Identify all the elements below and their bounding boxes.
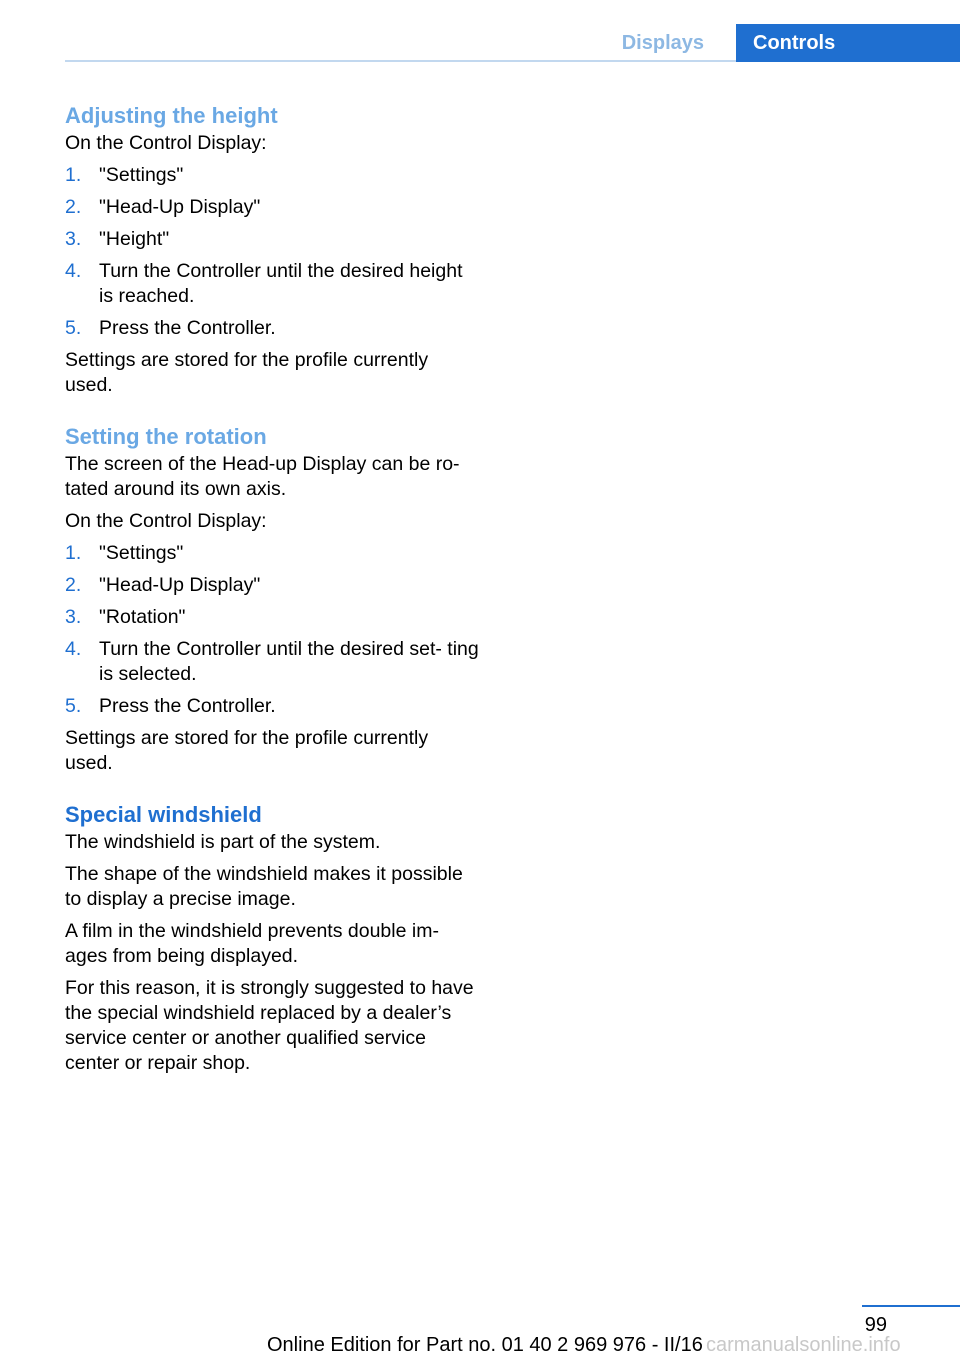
list-item <box>65 637 481 687</box>
list-item <box>65 316 481 341</box>
step-text: "Settings" <box>99 542 184 564</box>
page-number: 99 <box>864 1314 887 1336</box>
list-item <box>65 605 481 630</box>
edition-footer: Online Edition for Part no. 01 40 2 969 976 - II/16 <box>267 1334 703 1356</box>
heading-adjusting-height: Adjusting the height <box>65 103 278 128</box>
list-item <box>65 694 481 719</box>
heading-special-windshield: Special windshield <box>65 802 262 827</box>
step-text: Turn the Controller until the desired height is reached. <box>99 260 463 307</box>
step-number: 2. <box>65 574 82 596</box>
section-tab: Displays <box>621 31 704 54</box>
list-item <box>65 259 481 309</box>
step-number: 4. <box>65 260 82 282</box>
step-text: Press the Controller. <box>99 317 276 339</box>
body-text: The shape of the windshield makes it possible to display a precise image. <box>65 863 463 910</box>
list-item <box>65 227 481 252</box>
step-number: 5. <box>65 317 82 339</box>
steps-list <box>65 163 481 341</box>
step-number: 4. <box>65 638 82 660</box>
outro-text: Settings are stored for the profile currently used. <box>65 349 429 396</box>
body-text: A film in the windshield prevents double im‐ ages from being displayed. <box>65 920 439 967</box>
step-number: 2. <box>65 196 82 218</box>
step-number: 3. <box>65 606 82 628</box>
watermark: carmanualsonline.info <box>706 1334 901 1356</box>
step-number: 1. <box>65 164 82 186</box>
step-text: "Height" <box>99 228 170 250</box>
step-text: "Head-Up Display" <box>99 574 261 596</box>
step-number: 5. <box>65 695 82 717</box>
step-text: Turn the Controller until the desired set‐ ting is selected. <box>99 638 479 685</box>
step-number: 1. <box>65 542 82 564</box>
heading-setting-rotation: Setting the rotation <box>65 424 267 449</box>
steps-list <box>65 541 481 719</box>
step-text: Press the Controller. <box>99 695 276 717</box>
chapter-tab: Controls <box>736 24 960 62</box>
step-text: "Settings" <box>99 164 184 186</box>
page-number-rule <box>862 1305 960 1307</box>
step-text: "Head-Up Display" <box>99 196 261 218</box>
list-item <box>65 195 481 220</box>
main-content <box>65 101 481 1083</box>
list-item <box>65 163 481 188</box>
body-text: The windshield is part of the system. <box>65 831 381 853</box>
body-text: For this reason, it is strongly suggested to have the special windshield replaced by a dealer’s service center or another qualified service center or repair shop. <box>65 977 474 1074</box>
list-item <box>65 573 481 598</box>
list-item <box>65 541 481 566</box>
outro-text: Settings are stored for the profile currently used. <box>65 727 429 774</box>
intro-text: On the Control Display: <box>65 132 267 154</box>
step-text: "Rotation" <box>99 606 186 628</box>
body-text: The screen of the Head-up Display can be ro‐ tated around its own axis. <box>65 453 460 500</box>
step-number: 3. <box>65 228 82 250</box>
intro-text: On the Control Display: <box>65 510 267 532</box>
